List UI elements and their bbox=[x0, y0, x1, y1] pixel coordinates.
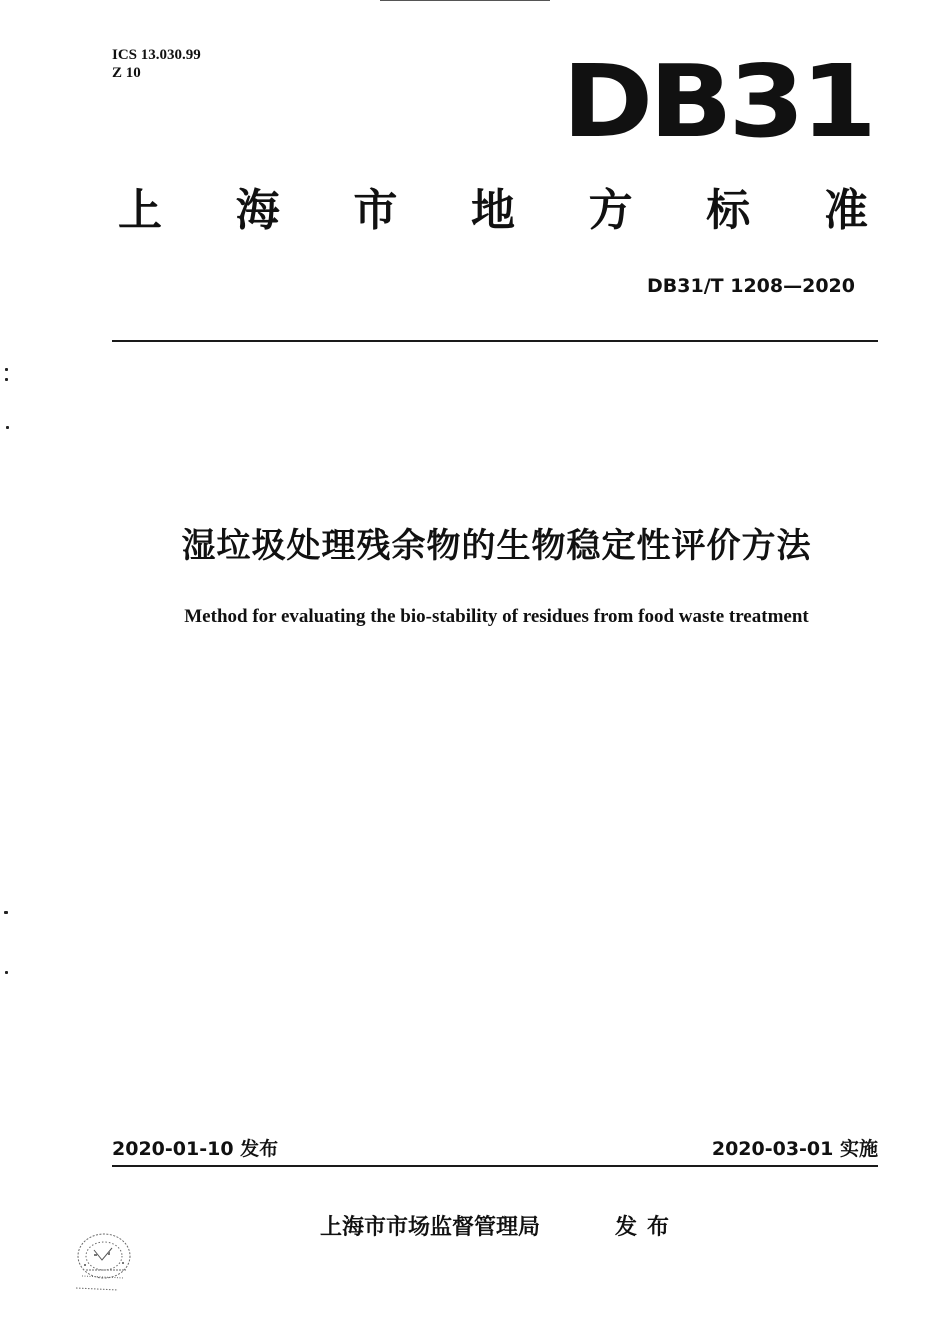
issue-date: 2020-01-10 发布 bbox=[112, 1138, 279, 1160]
bottom-divider bbox=[112, 1165, 878, 1167]
standard-type-char: 方 bbox=[588, 185, 633, 236]
top-divider bbox=[112, 340, 878, 342]
standard-type-heading bbox=[118, 180, 868, 242]
watermark-stamp bbox=[64, 1224, 148, 1302]
document-title-chinese: 湿垃圾处理残余物的生物稳定性评价方法 bbox=[181, 526, 812, 566]
scan-speck bbox=[4, 911, 8, 914]
scan-speck bbox=[6, 426, 9, 429]
ccs-code: Z 10 bbox=[112, 65, 141, 81]
document-title-english: Method for evaluating the bio-stability of residues from food waste treatment bbox=[184, 606, 809, 627]
implementation-date: 2020-03-01 实施 bbox=[711, 1138, 878, 1160]
standard-type-char: 标 bbox=[706, 185, 751, 236]
classification-codes bbox=[112, 46, 201, 82]
publish-label: 发布 bbox=[615, 1215, 680, 1240]
standard-type-char: 上 bbox=[118, 185, 162, 236]
scan-speck bbox=[5, 368, 8, 371]
scan-edge-line bbox=[380, 0, 550, 1]
publisher-name: 上海市市场监督管理局 bbox=[320, 1215, 541, 1240]
scan-speck bbox=[5, 971, 8, 974]
standard-number: DB31/T 1208—2020 bbox=[647, 275, 855, 297]
ics-code: ICS 13.030.99 bbox=[112, 47, 201, 63]
standard-type-char: 市 bbox=[353, 185, 398, 236]
standard-type-char: 海 bbox=[235, 185, 280, 236]
db31-logo: DB31 bbox=[562, 43, 873, 160]
standard-type-char: 地 bbox=[470, 185, 515, 236]
standard-type-char: 准 bbox=[823, 185, 868, 236]
scan-speck bbox=[5, 378, 8, 381]
